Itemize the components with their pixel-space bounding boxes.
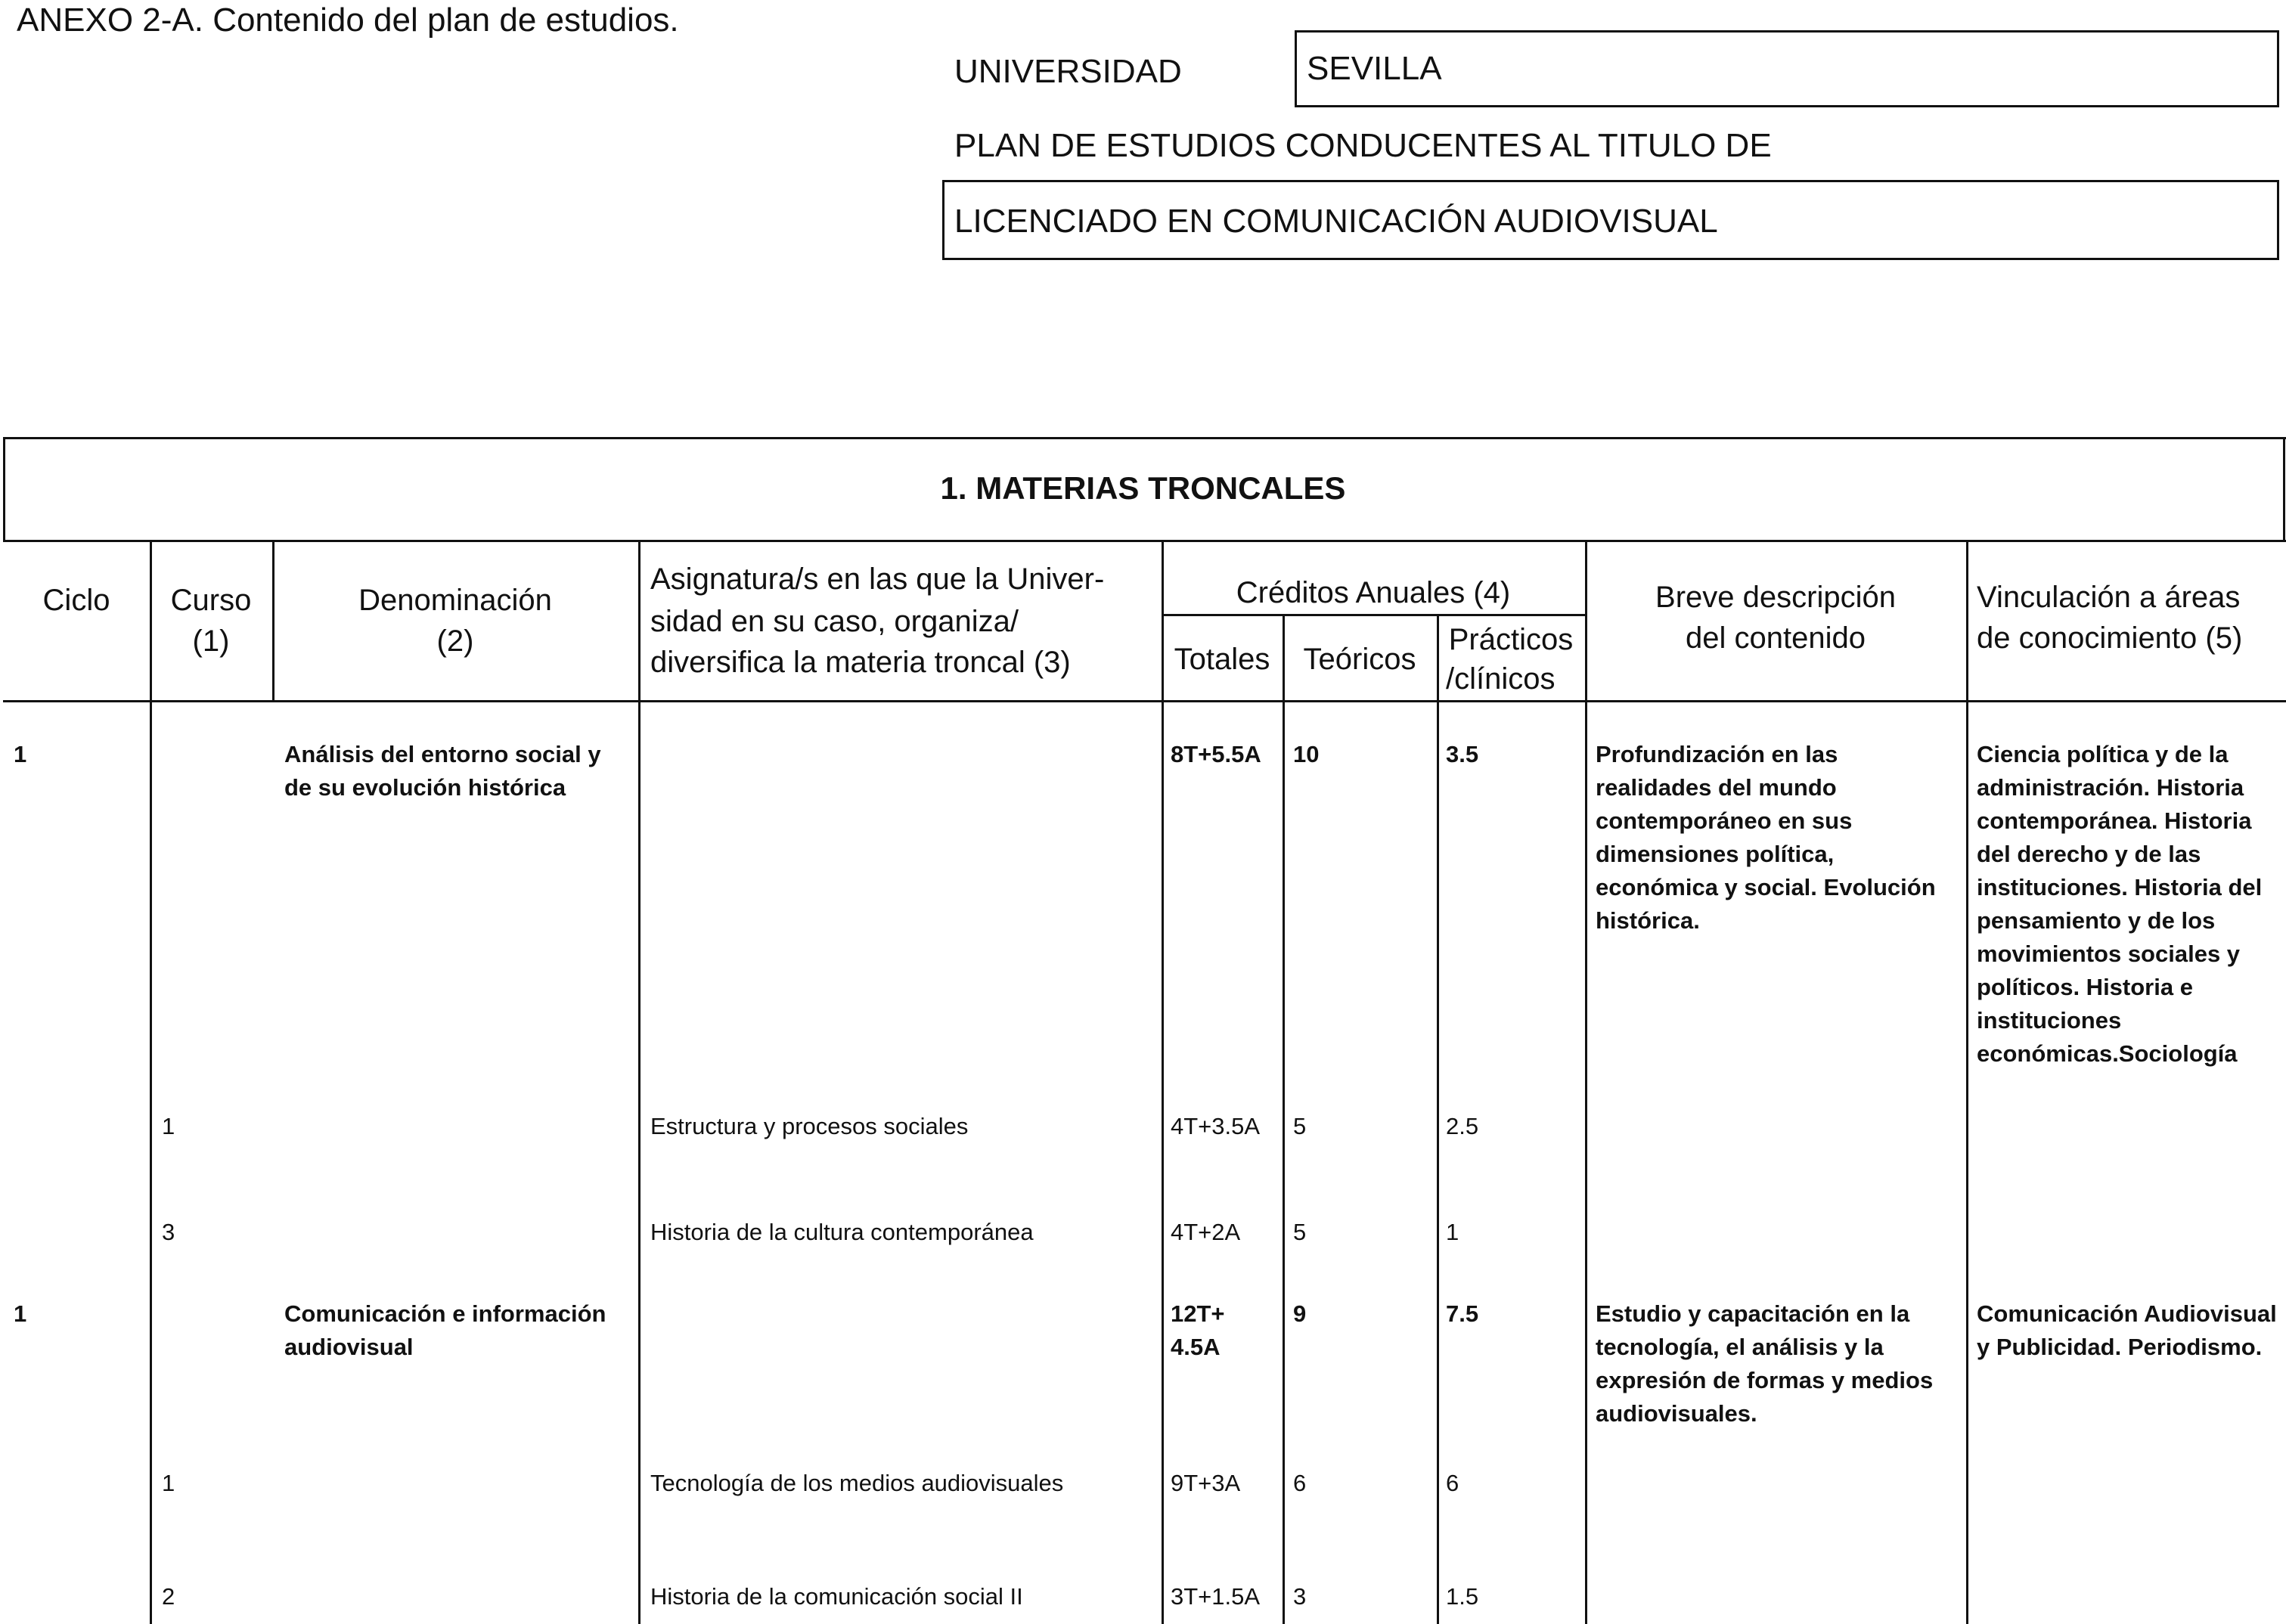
header-asignatura-line3: diversifica la materia troncal (3): [650, 646, 1071, 679]
cell-asignatura: Tecnología de los medios audiovisuales: [650, 1470, 1064, 1496]
cell-ciclo: 1: [14, 1300, 27, 1327]
header-asignatura-line2: sidad en su caso, organiza/: [650, 605, 1019, 638]
header-asignatura-line1: Asignatura/s en las que la Univer-: [650, 563, 1105, 596]
table-title: 1. MATERIAS TRONCALES: [940, 470, 1346, 506]
cell-descripcion: Estudio y capacitación en la tecnología, el análisis y la expresión de formas y medios audiovisuales.: [1596, 1300, 1934, 1427]
cell-vinculacion: Comunicación Audiovisual y Publicidad. Periodismo.: [1977, 1300, 2277, 1360]
header-curso-line1: Curso: [170, 584, 252, 617]
cell-denominacion: Comunicación e información audiovisual: [284, 1300, 606, 1360]
creditos-subheader-border: [1162, 614, 1585, 616]
cell-totales: 4T+3.5A: [1171, 1113, 1261, 1139]
col-divider-teoricos: [1437, 614, 1439, 1624]
degree-value: LICENCIADO EN COMUNICACIÓN AUDIOVISUAL: [954, 203, 1718, 240]
header-descripcion-line1: Breve descripción: [1655, 581, 1896, 614]
col-divider-denominacion: [638, 540, 641, 1624]
cell-vinculacion: Ciencia política y de la administración. Historia contemporánea. Historia del derecho y de las instituciones. Historia del pensamiento y de los movimientos sociales y políticos. Historia e instituciones económicas.Sociología: [1977, 741, 2263, 1067]
cell-practicos: 1: [1446, 1219, 1459, 1245]
cell-totales: 9T+3A: [1171, 1470, 1241, 1496]
header-descripcion-line2: del contenido: [1686, 621, 1866, 655]
cell-teoricos: 3: [1293, 1583, 1307, 1610]
header-vinculacion-line2: de conocimiento (5): [1977, 621, 2243, 655]
title-bottom-border: [3, 540, 2286, 542]
header-creditos: Créditos Anuales (4): [1236, 576, 1511, 609]
cell-teoricos: 10: [1293, 741, 1320, 767]
table-right-border-title: [2283, 437, 2285, 540]
cell-teoricos: 5: [1293, 1219, 1307, 1245]
plan-label: PLAN DE ESTUDIOS CONDUCENTES AL TITULO DE: [954, 127, 1772, 164]
university-box: [1295, 30, 2279, 107]
cell-curso: 2: [162, 1583, 175, 1610]
header-totales: Totales: [1174, 643, 1270, 676]
table-top-border: [3, 437, 2286, 439]
annex-title: ANEXO 2-A. Contenido del plan de estudios.: [17, 2, 679, 39]
header-curso-line2: (1): [192, 624, 230, 658]
university-value: SEVILLA: [1307, 50, 1442, 87]
header-teoricos: Teóricos: [1303, 643, 1416, 676]
col-divider-totales: [1283, 614, 1285, 1624]
col-divider-practicos: [1585, 540, 1587, 1624]
header-denominacion-line2: (2): [436, 624, 474, 658]
cell-asignatura: Historia de la cultura contemporánea: [650, 1219, 1034, 1245]
cell-practicos: 1.5: [1446, 1583, 1479, 1610]
cell-asignatura: Historia de la comunicación social II: [650, 1583, 1023, 1610]
header-practicos-line1: Prácticos: [1448, 623, 1574, 656]
cell-totales: 12T+ 4.5A: [1171, 1300, 1225, 1360]
header-bottom-border: [3, 700, 2286, 702]
cell-practicos: 2.5: [1446, 1113, 1479, 1139]
cell-practicos: 3.5: [1446, 741, 1479, 767]
header-denominacion-line1: Denominación: [358, 584, 552, 617]
university-label: UNIVERSIDAD: [954, 53, 1182, 90]
col-divider-ciclo: [150, 540, 152, 1624]
header-vinculacion-line1: Vinculación a áreas: [1977, 581, 2241, 614]
cell-denominacion: Análisis del entorno social y de su evolución histórica: [284, 741, 601, 801]
cell-teoricos: 5: [1293, 1113, 1307, 1139]
cell-curso: 3: [162, 1219, 175, 1245]
cell-totales: 4T+2A: [1171, 1219, 1241, 1245]
cell-totales: 3T+1.5A: [1171, 1583, 1261, 1610]
cell-curso: 1: [162, 1113, 175, 1139]
col-divider-descripcion: [1966, 540, 1968, 1624]
cell-asignatura: Estructura y procesos sociales: [650, 1113, 969, 1139]
col-divider-asignatura: [1162, 540, 1164, 1624]
cell-practicos: 7.5: [1446, 1300, 1479, 1327]
header-practicos-line2: /clínicos: [1446, 662, 1556, 696]
cell-teoricos: 6: [1293, 1470, 1307, 1496]
cell-teoricos: 9: [1293, 1300, 1307, 1327]
cell-practicos: 6: [1446, 1470, 1459, 1496]
cell-ciclo: 1: [14, 741, 27, 767]
cell-curso: 1: [162, 1470, 175, 1496]
col-divider-curso: [272, 540, 275, 700]
cell-totales: 8T+5.5A: [1171, 741, 1261, 767]
header-ciclo: Ciclo: [42, 584, 110, 617]
cell-descripcion: Profundización en las realidades del mundo contemporáneo en sus dimensiones política, económica y social. Evolución histórica.: [1596, 741, 1936, 934]
